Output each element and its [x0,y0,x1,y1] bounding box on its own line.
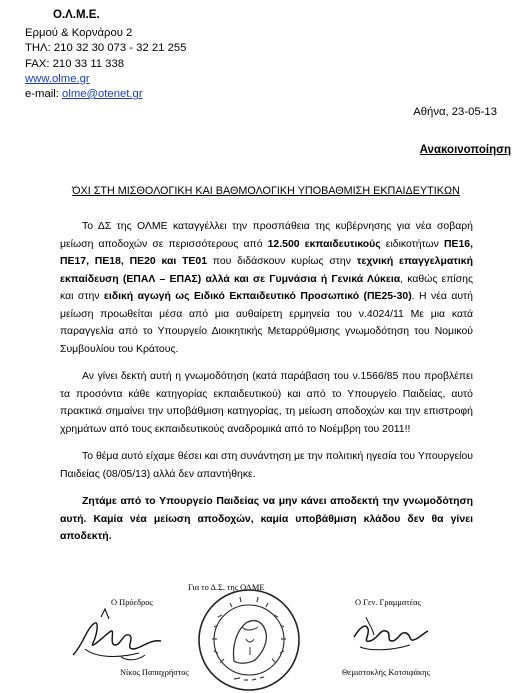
paragraph-2: Αν γίνει δεκτή αυτή η γνωμοδότηση (κατά παράβαση του ν.1566/85 που προβλέπει τα προσόντα κάθε κατηγορίας εκπαιδευτικού) και από το Υπουργείο Παιδείας, αυτό πρακτικά σημαίνει την υποβάθμιση κατηγορίας, τη μείωση αποδοχών και την επιστροφή χρημάτων από τους εκπαιδευτικούς αναδρομικά από το Νοέμβρη του 2011!! [60,371,473,435]
secretary-signature [350,607,430,657]
p1-bold-education: τεχνική επαγγελματική εκπαίδευση (ΕΠΑΛ – ΕΠΑΣ) αλλά και σε Γυμνάσια ή Γενικά Λύκεια [60,256,474,285]
p1-bold-special: ειδική αγωγή ως Ειδικό Εκπαιδευτικό Προσωπικό (ΠΕ25-30) [103,291,412,302]
email-link[interactable]: olme@otenet.gr [62,88,143,101]
secretary-role: Ο Γεν. Γραμματέας [355,598,421,607]
paragraph-3: Το θέμα αυτό είχαμε θέσει και στη συνάντηση με την πολιτική ηγεσία του Υπουργείου Παιδείας (08/05/13) αλλά δεν απαντήθηκε. [60,451,473,480]
p1-text-a: Το ΔΣ της ΟΛΜΕ καταγγέλλει την προσπάθεια της κυβέρνησης για νέα σοβαρή μείωση αποδοχών σε περισσότερους από [60,221,473,250]
document-body [60,218,473,556]
letterhead [25,8,186,102]
president-role: Ο Πρόεδρος [111,598,153,607]
document-type: Ανακοινοποίηση [419,144,511,156]
website-row [25,72,186,87]
p1-text-c: ειδικοτήτων [380,238,444,250]
email-row [25,87,186,102]
president-signature [65,605,170,667]
paragraph-demand: Ζητάμε από το Υπουργείο Παιδείας να μην κάνει αποδεκτή την γνωμοδότηση αυτή. Καμία νέα μείωση αποδοχών, καμία υποβάθμιση κλάδου δεν θα γίνει αποδεκτή. [60,496,473,542]
paragraph-1 [60,218,473,358]
president-name: Νίκος Παπαχρήστος [120,668,189,677]
org-name: Ο.Λ.Μ.Ε. [53,9,100,21]
p1-text-g: , καθώς επίσης και στην [60,273,473,302]
email-label: e-mail: [25,88,63,101]
signature-block [0,583,532,689]
address: Ερμού & Κορνάρου 2 [25,27,133,40]
p1-bold-count: 12.500 εκπαιδευτικούς [267,238,381,250]
p1-text-i: . Η νέα αυτή μείωση προωθείται μέσα από μια αυθαίρετη ερμηνεία του ν.4024/11 Με μια κατά παραγγελία από το Υπουργείο Διοικητικής Μεταρρύθμισης γνωμοδότηση του Νομικού Συμβουλίου του Κράτους. [60,291,473,355]
date: Αθήνα, 23-05-13 [413,106,497,118]
website-link[interactable]: www.olme.gr [25,72,90,85]
union-seal [196,587,302,693]
for-board-label: Για το Δ.Σ. της ΟΛΜΕ [188,583,265,592]
p1-text-e: που διδάσκουν κυρίως στην [207,256,357,267]
document-title: ΌΧΙ ΣΤΗ ΜΙΣΘΟΛΟΓΙΚΗ ΚΑΙ ΒΑΘΜΟΛΟΓΙΚΗ ΥΠΟΒΑΘΜΙΣΗ ΕΚΠΑΙΔΕΥΤΙΚΩΝ [72,185,460,197]
phone: ΤΗΛ: 210 32 30 073 - 32 21 255 [25,42,187,55]
secretary-name: Θεμιστοκλής Κοτσιφάκης [342,668,430,677]
p1-bold-specialties: ΠΕ16, ΠΕ17, ΠΕ18, ΠΕ20 και ΤΕ01 [60,238,474,267]
fax: FAX: 210 33 11 338 [25,57,125,70]
